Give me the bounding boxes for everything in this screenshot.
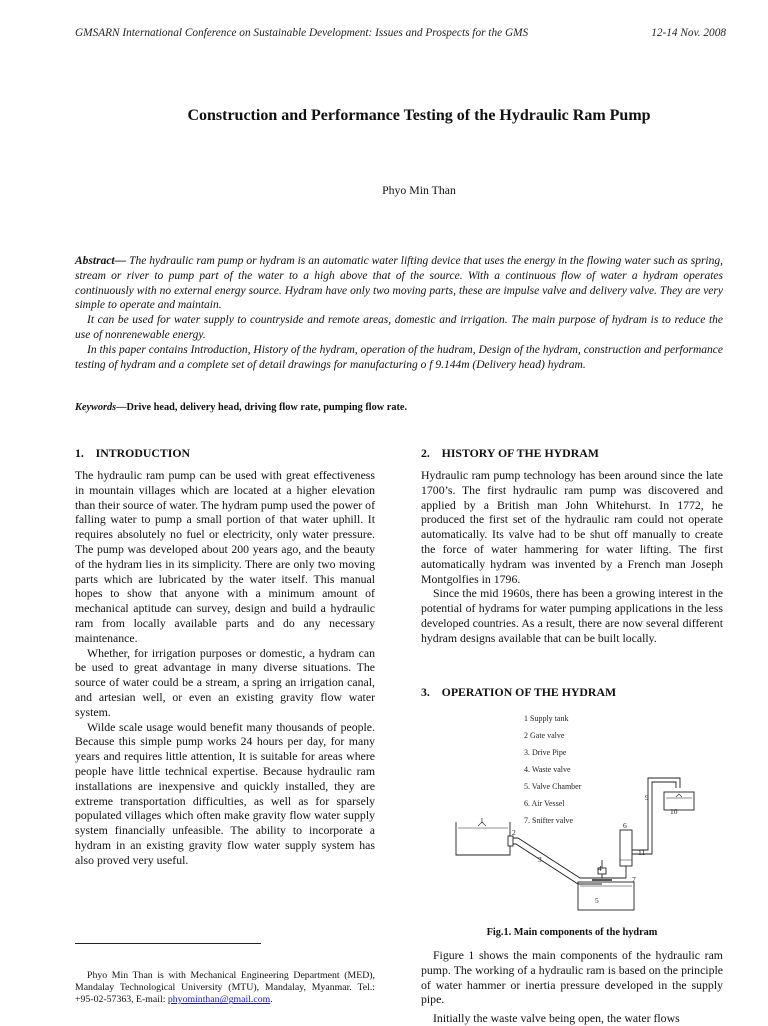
hydram-diagram [452,710,722,915]
abstract-p1 [75,254,723,313]
left-column [75,468,375,868]
legend-7: 7. Snifter valve [524,816,574,825]
running-header: GMSARN International Conference on Sustainable Development: Issues and Prospects for the GMS [75,27,529,39]
footnote-end: . [270,994,273,1006]
footnote [75,970,375,1007]
keywords-label: Keywords [75,402,117,413]
label-10: 10 [670,807,678,816]
label-2: 2 [512,828,516,837]
delivery-pipe-inner [632,782,676,854]
label-4: 4 [598,864,602,873]
abstract-p2: It can be used for water supply to countryside and remote areas, domestic and irrigation. The main purpose of hydram is to reduce the use of nonrenewable energy. [75,314,723,341]
footnote-rule [75,943,261,944]
label-11: 11 [638,848,646,857]
label-6: 6 [623,821,627,830]
abstract-text-1: The hydraulic ram pump or hydram is an automatic water lifting device that uses the energy in the flowing water such as spring, stream or river to pump part of the water to a high above that of the source. With a continuous flow of water a hydram operates continuously with no external energy source. Hydram have only two moving parts, these are impulse valve and delivery valve. They are very simple to operate and maintain. [75,255,723,312]
history-p2: Since the mid 1960s, there has been a growing interest in the potential of hydrams for water pumping applications in the less developed countries. As a result, there are now several different hydram designs available that can be built locally. [421,586,723,645]
legend-6: 6. Air Vessel [524,799,565,808]
keywords [75,402,723,413]
delivery-level-mark [676,794,682,797]
abstract [75,254,723,372]
abstract-label: Abstract— [75,255,127,267]
figure-caption: Fig.1. Main components of the hydram [486,927,658,938]
label-9: 9 [645,793,649,802]
label-3: 3 [538,855,542,864]
right-column [421,468,723,646]
legend-5: 5. Valve Chamber [524,782,582,791]
abstract-p3: In this paper contains Introduction, History of the hydram, operation of the hudram, Design of the hydram, construction and performance testing of hydram and a complete set of detail drawings for manufacturing o f 9.144m (Delivery head) hydram. [75,343,723,371]
air-vessel [620,830,632,866]
intro-p3: Wilde scale usage would benefit many thousands of people. Because this simple pump works 24 hours per day, for many years and requires little attention, It is suitable for areas where people have little technical expertise. Because hydraulic ram installations are inexpensive and quickly installed, they are extreme transportation difficulties, as well as for sparsely populated villages which often make gravity flow water supply system financially unfeasible. The ability to incorporate a hydram in an existing gravity flow water supply system has also proved very useful. [75,719,375,867]
gate-valve [508,836,513,846]
operation-p2: Initially the waste valve being open, the water flows [433,1011,680,1026]
keywords-text: —Drive head, delivery head, driving flow rate, pumping flow rate. [116,402,408,413]
section-1-heading: 1. INTRODUCTION [75,446,191,460]
supply-tank [456,822,510,855]
label-5: 5 [595,896,599,905]
intro-p1: The hydraulic ram pump can be used with great effectiveness in mountain villages which are located at a higher elevation than their source of water. The hydram pump used the power of falling water to pump a small portion of that water uphill. It requires absolutely no fuel or electricity, only water pressure. The pump was developed about 200 years ago, and the beauty of the hydram lies in its simplicity. There are only two moving parts which are lubricated by the water itself. This manual hopes to show that anyone with a minimum amount of mechanical aptitude can survey, design and build a hydraulic ram from locally available parts and do any necessary maintenance. [75,468,375,645]
author: Phyo Min Than [382,183,456,197]
footnote-text: Phyo Min Than is with Mechanical Engineering Department (MED), Mandalay Technological University (MTU), Mandalay, Myanmar. Tel.: +95-02-57363, E-mail: [75,970,375,1006]
operation-p1: Figure 1 shows the main components of the hydraulic ram pump. The working of a hydraulic ram is based on the principle of water hammer or inertia pressure developed in the supply pipe. [421,948,723,1007]
section-3-heading: 3. OPERATION OF THE HYDRAM [421,685,617,699]
operation-text [421,948,723,1026]
header-date: 12-14 Nov. 2008 [651,27,726,39]
legend-2: 2 Gate valve [524,731,565,740]
drive-pipe-top [510,838,602,878]
legend-1: 1 Supply tank [524,714,569,723]
intro-p2: Whether, for irrigation purposes or domestic, a hydram can be used to great advantage in many diverse situations. The source of water could be a stream, a spring an irrigation canal, and artesian well, or even an existing gravity flow water system. [75,645,375,719]
section-2-heading: 2. HISTORY OF THE HYDRAM [421,446,599,460]
history-p1: Hydraulic ram pump technology has been around since the late 1700’s. The first hydraulic ram pump was discovered and applied by a British man John Whitehurst. In 1772, he produced the first set of the hydraulic ram could not operate automatically. Its valve had to be shut off manually to create the force of water hammering for water lifting. The first automatically hydram was invented by a French man Joseph Montgolfies in 1796. [421,468,723,586]
delivery-tank [664,792,694,810]
legend-3: 3. Drive Pipe [524,748,567,757]
label-1: 1 [480,816,484,825]
paper-title: Construction and Performance Testing of the Hydraulic Ram Pump [187,107,651,124]
label-7: 7 [632,875,636,884]
author-email-link[interactable]: phyominthan@gmail.com [167,994,271,1006]
legend-4: 4. Waste valve [524,765,571,774]
